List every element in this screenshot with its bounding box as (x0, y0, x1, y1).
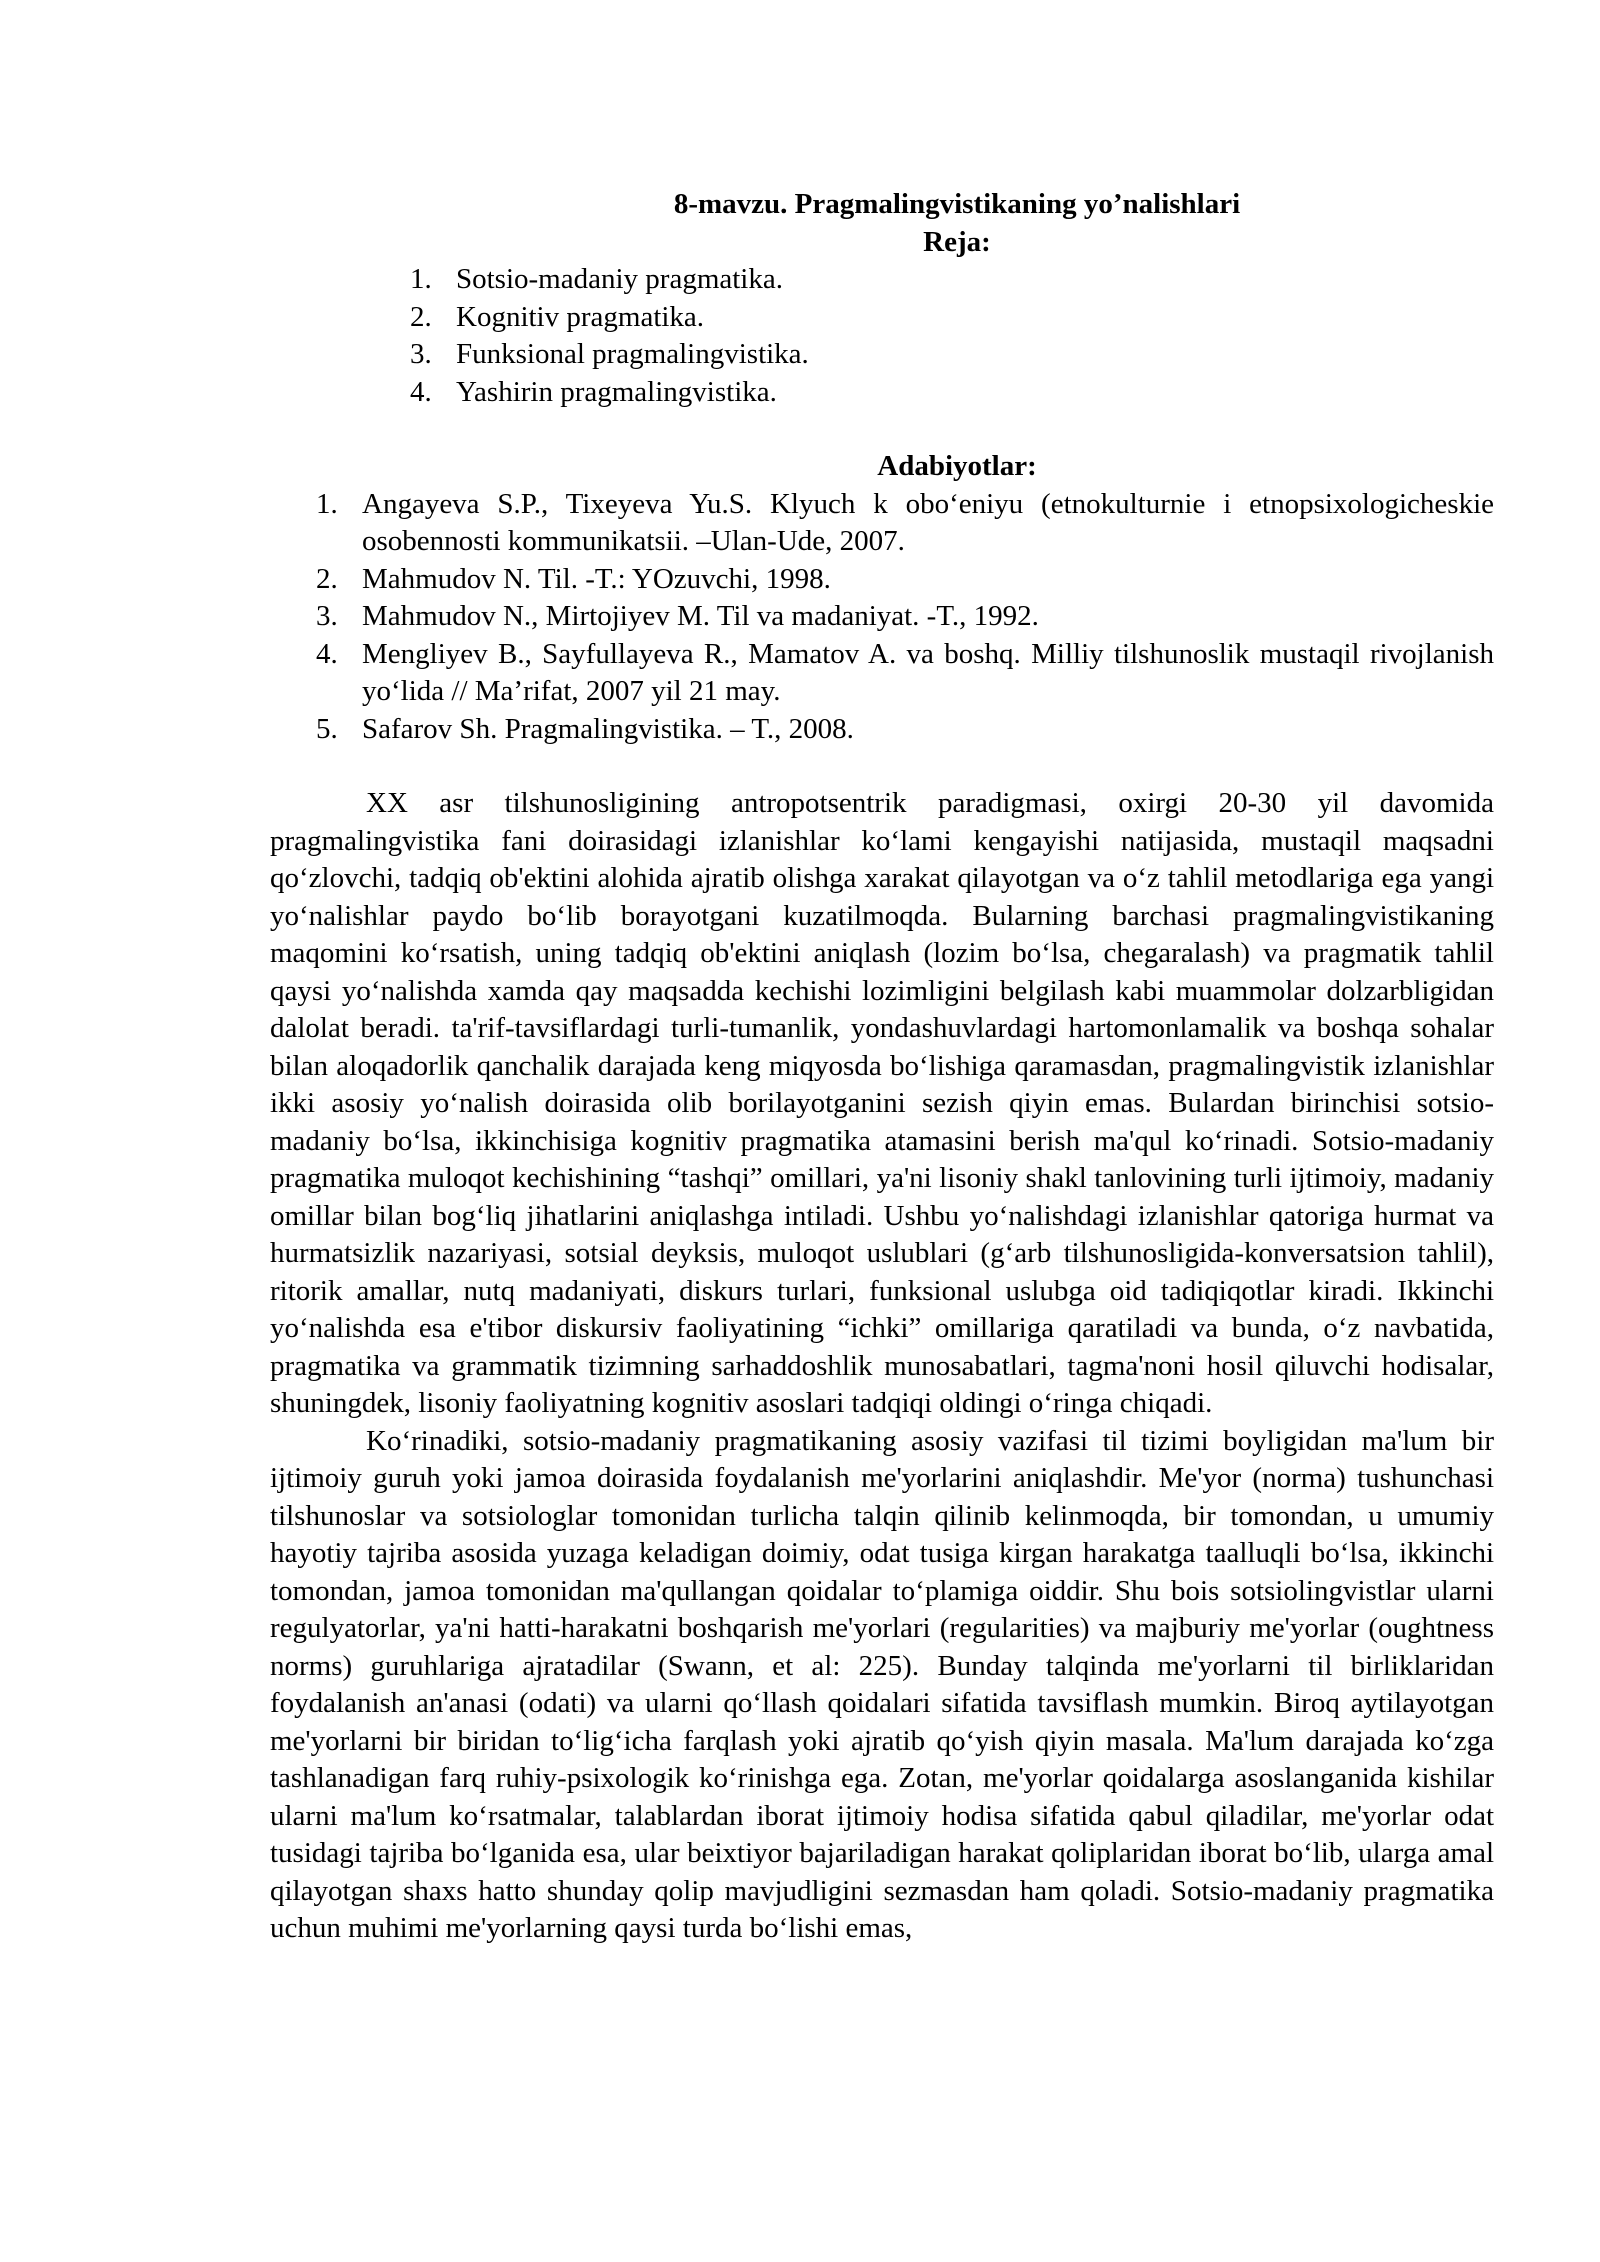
literature-item (316, 486, 1494, 561)
plan-item (410, 336, 1494, 374)
plan-item-text: Kognitiv pragmatika. (456, 300, 705, 333)
literature-item-number: 2. (316, 562, 338, 595)
literature-item-number: 1. (316, 487, 338, 520)
literature-item (316, 636, 1494, 711)
plan-item-number: 2. (410, 300, 432, 333)
literature-item (316, 561, 1494, 599)
plan-item-text: Funksional pragmalingvistika. (456, 338, 809, 370)
literature-item (316, 598, 1494, 636)
literature-heading: Adabiyotlar: (877, 450, 1037, 482)
plan-item-text: Sotsio-madaniy pragmatika. (456, 263, 783, 295)
plan-item-number: 3. (410, 338, 432, 370)
plan-item-text: Yashirin pragmalingvistika. (456, 375, 777, 408)
body-paragraph: XX asr tilshunosligining antropotsentrik paradigmasi, oxirgi 20-30 yil davomida pragmalingvistika fani doirasidagi izlanishlar ko‘lami kengayishi natijasida, mustaqil maqsadni qo‘zlovchi, tadqiq ob'ektini alohida ajratib olishga xarakat qilayotgan va o‘z tahlil metodlariga ega yangi yo‘nalishlar paydo bo‘lib borayotgani kuzatilmoqda. Bularning barchasi pragmalingvistikaning maqomini ko‘rsatish, uning tadqiq ob'ektini aniqlash (lozim bo‘lsa, chegaralash) va pragmatik tahlil qaysi yo‘nalishda xamda qay maqsadda kechishi lozimligini belgilash kabi muammolar dolzarbligidan dalolat beradi. ta'rif-tavsiflardagi turli-tumanlik, yondashuvlardagi hartomonlamalik va boshqa sohalar bilan aloqadorlik qanchalik darajada keng miqyosda bo‘lishiga qaramasdan, pragmalingvistik izlanishlar ikki asosiy yo‘nalish doirasida olib borilayotganini sezish qiyin emas. Bulardan birinchisi sotsio-madaniy bo‘lsa, ikkinchisiga kognitiv pragmatika atamasini berish ma'qul ko‘rinadi. Sotsio-madaniy pragmatika muloqot kechishining “tashqi” omillari, ya'ni lisoniy shakl tanlovining turli ijtimoiy, madaniy omillar bilan bog‘liq jihatlarini aniqlashga intiladi. Ushbu yo‘nalishdagi izlanishlar qatoriga hurmat va hurmatsizlik nazariyasi, sotsial deyksis, muloqot uslublari (g‘arb tilshunosligida-konversatsion tahlil), ritorik amallar, nutq madaniyati, diskurs turlari, funksional uslubga oid tadiqiqotlar kiradi. Ikkinchi yo‘nalishda esa e'tibor diskursiv faoliyatining “ichki” omillariga qaratiladi va bunda, o‘z navbatida, pragmatika va grammatik tizimning sarhaddoshlik munosabatlari, tagma'noni hosil qiluvchi hodisalar, shuningdek, lisoniy faoliyatning kognitiv asoslari tadqiqi oldingi o‘ringa chiqadi. (270, 787, 1494, 1419)
plan-item (410, 374, 1494, 412)
literature-item-text: Angayeva S.P., Tixeyeva Yu.S. Klyuch k obo‘eniyu (etnokulturnie i etnopsixologicheskie osobennosti kommunikatsii. –Ulan-Ude, 2007. (362, 487, 1494, 557)
plan-item (410, 261, 1494, 299)
literature-item-number: 3. (316, 600, 338, 632)
plan-item-number: 1. (410, 263, 432, 295)
plan-heading: Reja: (923, 225, 991, 258)
literature-item-number: 5. (316, 712, 338, 745)
body-text (270, 785, 1494, 1948)
document-page (270, 186, 1494, 1948)
plan-item (410, 299, 1494, 337)
literature-item-text: Mahmudov N., Mirtojiyev M. Til va madaniyat. -T., 1992. (362, 600, 1039, 632)
literature-list (316, 486, 1494, 749)
plan-list (410, 261, 1494, 411)
plan-item-number: 4. (410, 375, 432, 408)
literature-item-text: Mengliyev B., Sayfullayeva R., Mamatov A. va boshq. Milliy tilshunoslik mustaqil rivojlanish yo‘lida // Ma’rifat, 2007 yil 21 may. (362, 637, 1494, 707)
literature-item-text: Safarov Sh. Pragmalingvistika. – T., 2008. (362, 712, 854, 745)
literature-item-number: 4. (316, 637, 338, 670)
document-title: 8-mavzu. Pragmalingvistikaning yo’nalishlari (673, 188, 1241, 220)
body-paragraph: Ko‘rinadiki, sotsio-madaniy pragmatikaning asosiy vazifasi til tizimi boyligidan ma'lum bir ijtimoiy guruh yoki jamoa doirasida foydalanish me'yorlarini aniqlashdir. Me'yor (norma) tushunchasi tilshunoslar va sotsiologlar tomonidan turlicha talqin qilinib kelinmoqda, bir tomondan, u umumiy hayotiy tajriba asosida yuzaga keladigan doimiy, odat tusiga kirgan harakatga taalluqli bo‘lsa, ikkinchi tomondan, jamoa tomonidan ma'qullangan qoidalar to‘plamiga oiddir. Shu bois sotsiolingvistlar ularni regulyatorlar, ya'ni hatti-harakatni boshqarish me'yorlari (regularities) va majburiy me'yorlar (oughtness norms) guruhlariga ajratadilar (Swann, et al: 225). Bunday talqinda me'yorlarni til birliklaridan foydalanish an'anasi (odati) va ularni qo‘llash qoidalari sifatida tavsiflash mumkin. Biroq aytilayotgan me'yorlarni bir biridan to‘lig‘icha farqlash yoki ajratib qo‘yish qiyin masala. Ma'lum darajada ko‘zga tashlanadigan farq ruhiy-psixologik ko‘rinishga ega. Zotan, me'yorlar qoidalarga asoslanganida kishilar ularni ma'lum ko‘rsatmalar, talablardan iborat ijtimoiy hodisa sifatida qabul qiladilar, me'yorlar odat tusidagi tajriba bo‘lganida esa, ular beixtiyor bajariladigan harakat qoliplaridan iborat bo‘lib, ularga amal qilayotgan shaxs hatto shunday qolip mavjudligini sezmasdan ham qoladi. Sotsio-madaniy pragmatika uchun muhimi me'yorlarning qaysi turda bo‘lishi emas, (270, 1424, 1494, 1944)
literature-item (316, 711, 1494, 749)
literature-item-text: Mahmudov N. Til. -T.: YOzuvchi, 1998. (362, 562, 831, 595)
